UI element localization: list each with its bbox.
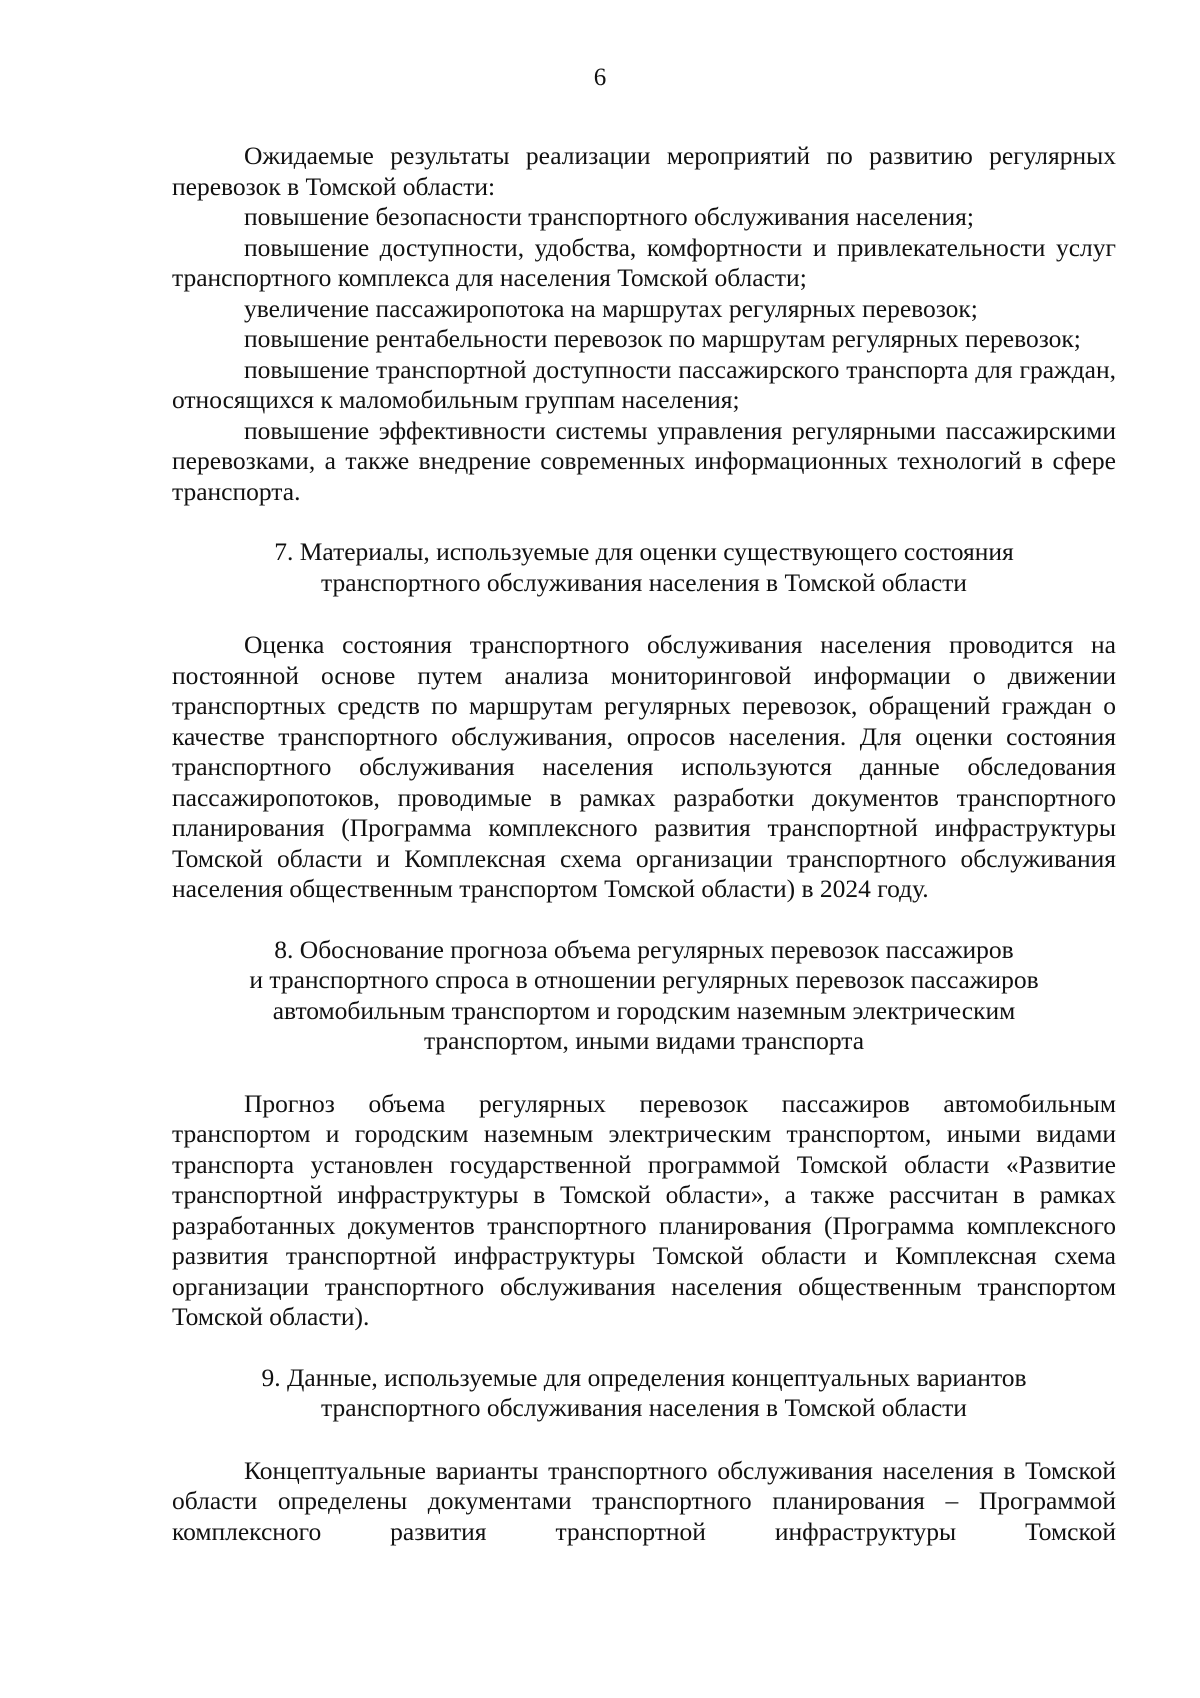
- section-8-heading: [172, 935, 1116, 1057]
- heading-line: транспортного обслуживания населения в Томской области: [321, 1393, 967, 1422]
- section-9-body: Концептуальные варианты транспортного обслуживания населения в Томской области определены документами транспортного планирования – Программой комплексного развития транспортной инфраструктуры Томской: [172, 1455, 1116, 1546]
- intro-lead: Ожидаемые результаты реализации мероприятий по развитию регулярных перевозок в Томской области:: [172, 141, 1116, 201]
- section-9-heading: [172, 1363, 1116, 1424]
- section-7-heading: [172, 537, 1116, 598]
- section-7-body: Оценка состояния транспортного обслуживания населения проводится на постоянной основе путем анализа мониторинговой информации о движении транспортных средств по маршрутам регулярных перевозок, обращений граждан о качестве транспортного обслуживания, опросов населения. Для оценки состояния транспортного обслуживания населения используются данные обследования пассажиропотоков, проводимые в рамках разработки документов транспортного планирования (Программа комплексного развития транспортной инфраструктуры Томской области и Комплексная схема организации транспортного обслуживания населения общественным транспортом Томской области) в 2024 году.: [172, 630, 1116, 903]
- intro-item: повышение транспортной доступности пассажирского транспорта для граждан, относящихся к маломобильным группам населения;: [172, 354, 1116, 414]
- heading-line: 9. Данные, используемые для определения концептуальных вариантов: [261, 1362, 1027, 1392]
- intro-item: повышение рентабельности перевозок по маршрутам регулярных перевозок;: [244, 324, 1081, 353]
- intro-item: повышение безопасности транспортного обслуживания населения;: [244, 202, 974, 231]
- heading-line: транспортного обслуживания населения в Томской области: [321, 567, 967, 597]
- page-number: 6: [593, 64, 607, 91]
- heading-line: 7. Материалы, используемые для оценки существующего состояния: [274, 537, 1014, 566]
- heading-line: автомобильным транспортом и городским наземным электрическим: [272, 995, 1016, 1025]
- heading-line: транспортом, иными видами транспорта: [423, 1026, 865, 1055]
- intro-item: увеличение пассажиропотока на маршрутах регулярных перевозок;: [244, 293, 978, 323]
- intro-item: повышение доступности, удобства, комфортности и привлекательности услуг транспортного комплекса для населения Томской области;: [172, 232, 1116, 292]
- section-8-body: Прогноз объема регулярных перевозок пассажиров автомобильным транспортом и городским наземным электрическим транспортом, иными видами транспорта установлен государственной программой Томской области «Развитие транспортной инфраструктуры в Томской области», а также рассчитан в рамках разработанных документов транспортного планирования (Программа комплексного развития транспортной инфраструктуры Томской области и Комплексная схема организации транспортного обслуживания населения общественным транспортом Томской области).: [172, 1088, 1116, 1331]
- intro-item: повышение эффективности системы управления регулярными пассажирскими перевозками, а также внедрение современных информационных технологий в сфере транспорта.: [172, 415, 1116, 506]
- heading-line: и транспортного спроса в отношении регулярных перевозок пассажиров: [249, 965, 1039, 994]
- heading-line: 8. Обоснование прогноза объема регулярных перевозок пассажиров: [274, 934, 1014, 964]
- document-body: [172, 141, 1116, 1547]
